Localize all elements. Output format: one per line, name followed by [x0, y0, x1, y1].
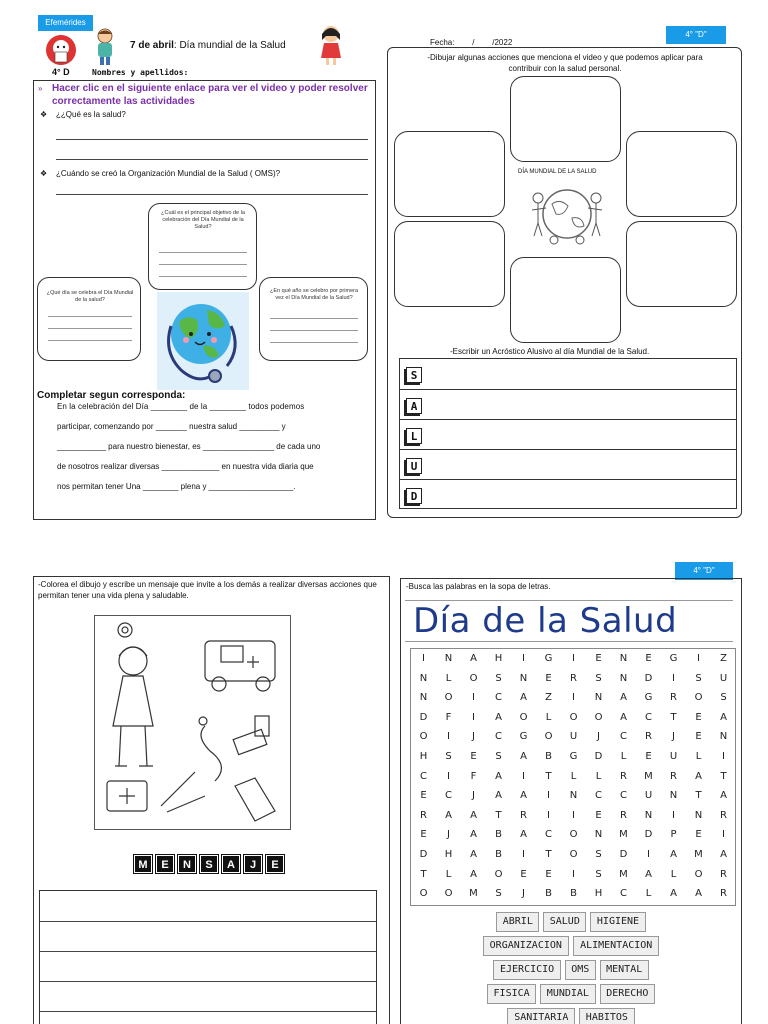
grid-cell[interactable]: E — [595, 809, 602, 821]
bubble-line[interactable] — [48, 328, 132, 329]
grid-cell[interactable]: A — [695, 888, 702, 900]
grid-cell[interactable]: N — [594, 692, 603, 704]
grid-cell[interactable]: E — [545, 672, 552, 684]
grid-cell[interactable]: E — [470, 751, 477, 762]
grid-cell[interactable]: N — [719, 731, 728, 743]
acrostic-table — [399, 358, 737, 509]
grid-cell[interactable]: I — [522, 849, 525, 860]
grid-cell[interactable]: N — [619, 653, 628, 664]
grid-cell[interactable]: T — [695, 790, 702, 802]
word-chip: SALUD — [543, 912, 586, 932]
grid-cell[interactable]: I — [447, 731, 450, 743]
medical-items-drawing — [95, 616, 290, 829]
word-chip: MUNDIAL — [540, 984, 595, 1004]
grid-cell[interactable]: E — [545, 868, 552, 880]
grid-cell[interactable]: N — [444, 653, 453, 664]
grid-cell[interactable]: I — [522, 653, 525, 664]
grid-cell[interactable]: O — [494, 868, 503, 880]
grid-cell[interactable]: N — [644, 809, 653, 821]
drawing-box-right-bottom[interactable] — [626, 221, 737, 307]
mensaje-letter: J — [244, 855, 262, 873]
word-chip: SANITARIA — [507, 1008, 575, 1024]
bubble-top-text: ¿Cuál es el principal objetivo de la celebración del Día Mundial de la Salud? — [161, 210, 245, 230]
grid-cell[interactable]: L — [620, 751, 627, 762]
grid-cell[interactable]: E — [595, 653, 602, 664]
grid-cell[interactable]: S — [720, 692, 727, 704]
grid-cell[interactable]: A — [645, 868, 652, 880]
grid-cell[interactable]: N — [519, 672, 528, 684]
names-label: Nombres y apellidos: — [92, 68, 189, 77]
grid-cell[interactable]: A — [670, 888, 677, 900]
grid-cell[interactable]: F — [445, 711, 452, 723]
grid-cell[interactable]: A — [520, 751, 527, 762]
grid-cell[interactable]: I — [572, 653, 575, 664]
grid-cell[interactable]: R — [620, 809, 627, 821]
grid-cell[interactable]: I — [422, 653, 425, 664]
grid-cell[interactable]: S — [595, 672, 602, 684]
bubble-left — [37, 277, 141, 361]
grid-cell[interactable]: P — [670, 829, 677, 841]
grid-cell[interactable]: C — [620, 731, 627, 743]
grid-cell[interactable]: A — [495, 711, 502, 723]
grid-cell[interactable]: A — [495, 770, 502, 782]
grid-cell[interactable]: A — [520, 829, 527, 841]
grid-cell[interactable]: I — [522, 770, 525, 782]
grid-cell[interactable]: U — [644, 790, 653, 802]
grid-cell[interactable]: G — [669, 653, 678, 664]
grid-cell[interactable]: T — [720, 770, 727, 782]
bubble-line[interactable] — [159, 252, 247, 253]
word-chip: FISICA — [487, 984, 536, 1004]
bubble-line[interactable] — [159, 264, 247, 265]
word-chip: HIGIENE — [590, 912, 645, 932]
grid-cell[interactable]: R — [520, 809, 527, 821]
grid-cell[interactable]: B — [495, 829, 502, 841]
grid-cell[interactable]: O — [694, 868, 703, 880]
grid-cell[interactable]: I — [572, 692, 575, 704]
grid-cell[interactable]: I — [722, 751, 725, 762]
grid-cell[interactable]: S — [495, 672, 502, 684]
grid-cell[interactable]: O — [519, 711, 528, 723]
grid-cell[interactable]: L — [570, 770, 577, 782]
grid-cell[interactable]: C — [495, 692, 502, 704]
grid-cell[interactable]: A — [720, 790, 727, 802]
grid-cell[interactable]: A — [720, 849, 727, 860]
grid-cell[interactable]: C — [595, 790, 602, 802]
diamond-bullet-icon: ❖ — [40, 110, 48, 119]
grid-cell[interactable]: S — [695, 672, 702, 684]
acrostic-instruction: -Escribir un Acróstico Alusivo al día Mundial de la Salud. — [450, 347, 650, 356]
grid-cell[interactable]: L — [695, 751, 702, 762]
answer-line-2[interactable] — [56, 194, 368, 195]
grid-cell[interactable]: A — [520, 790, 527, 802]
efemerides-tag: Efemérides — [38, 15, 93, 31]
bubble-left-text: ¿Qué día se celebra el Día Mundial de la salud? — [46, 290, 134, 303]
acrostic-letter: U — [406, 458, 422, 474]
grid-cell[interactable]: J — [447, 829, 450, 841]
grid-cell[interactable]: N — [669, 790, 678, 802]
grid-cell[interactable]: B — [545, 751, 552, 762]
grid-cell[interactable]: T — [670, 711, 677, 723]
video-link[interactable]: Hacer clic en el siguiente enlace para ver el video y poder resolver correctamente las actividades — [52, 83, 368, 107]
grid-cell[interactable]: H — [419, 751, 428, 762]
answer-line-1b[interactable] — [56, 159, 368, 160]
grid-cell[interactable]: I — [722, 829, 725, 841]
grid-cell[interactable]: I — [547, 790, 550, 802]
grid-cell[interactable]: O — [544, 731, 553, 743]
bubble-right — [259, 277, 368, 361]
color-instruction: -Colorea el dibujo y escribe un mensaje que invite a los demás a realizar diversas acciones que permitan tener una vida plena y saludable. — [38, 580, 377, 600]
grid-cell[interactable]: O — [419, 888, 428, 900]
grid-cell[interactable]: Z — [545, 692, 552, 704]
drawing-box-right-top[interactable] — [626, 131, 737, 217]
grid-cell[interactable]: L — [445, 868, 452, 880]
grid-cell[interactable]: O — [469, 672, 478, 684]
grid-cell[interactable]: D — [644, 829, 653, 841]
grid-cell[interactable]: L — [670, 868, 677, 880]
grade-tag-bottom: 4° "D" — [675, 562, 733, 580]
grid-cell[interactable]: O — [569, 829, 578, 841]
grid-cell[interactable]: A — [620, 711, 627, 723]
grid-cell[interactable]: C — [645, 711, 652, 723]
message-line[interactable] — [40, 981, 376, 982]
grid-cell[interactable]: C — [445, 790, 452, 802]
grade-tag-top: 4° "D" — [666, 26, 726, 44]
bubble-line[interactable] — [270, 330, 358, 331]
grid-cell[interactable]: R — [620, 770, 627, 782]
grid-cell[interactable]: I — [672, 672, 675, 684]
mensaje-letter: N — [178, 855, 196, 873]
date-rest: : Día mundial de la Salud — [173, 40, 286, 51]
grid-cell[interactable]: G — [544, 653, 553, 664]
grid-cell[interactable]: E — [645, 653, 652, 664]
center-label: DÍA MUNDIAL DE LA SALUD — [518, 169, 597, 175]
question-2: ¿Cuándo se creó la Organización Mundial de la Salud ( OMS)? — [56, 169, 281, 178]
grid-cell[interactable]: S — [445, 751, 452, 762]
acrostic-letter: D — [406, 488, 422, 504]
grid-cell[interactable]: A — [470, 849, 477, 860]
grid-cell[interactable]: A — [520, 692, 527, 704]
complete-line: de nosotros realizar diversas _____________ en nuestra vida diaria que — [57, 462, 314, 471]
grid-cell[interactable]: O — [569, 849, 578, 860]
grid-cell[interactable]: C — [620, 790, 627, 802]
doctor-boy-icon — [92, 27, 118, 67]
grid-cell[interactable]: M — [619, 868, 628, 880]
grid-cell[interactable]: I — [447, 770, 450, 782]
grid-cell[interactable]: R — [645, 731, 652, 743]
word-chip: EJERCICIO — [493, 960, 561, 980]
grid-cell[interactable]: G — [519, 731, 528, 743]
grid-cell[interactable]: L — [445, 672, 452, 684]
word-chip: HABITOS — [579, 1008, 634, 1024]
message-line[interactable] — [40, 1011, 376, 1012]
grid-cell[interactable]: L — [645, 888, 652, 900]
grid-cell[interactable]: R — [720, 809, 727, 821]
grid-cell[interactable]: O — [444, 692, 453, 704]
acrostic-letter: A — [406, 398, 422, 414]
grid-cell[interactable]: D — [594, 751, 603, 762]
complete-line: participar, comenzando por _______ nuestra salud _________ y — [57, 422, 286, 431]
grade-label: 4° D — [52, 67, 70, 77]
word-list — [400, 912, 742, 1024]
grid-cell[interactable]: I — [647, 849, 650, 860]
word-chip: MENTAL — [600, 960, 649, 980]
grid-cell[interactable]: A — [495, 790, 502, 802]
grid-cell[interactable]: A — [470, 829, 477, 841]
complete-line: En la celebración del Día ________ de la ________ todos podemos — [57, 402, 305, 411]
grid-cell[interactable]: D — [419, 849, 428, 860]
grid-cell[interactable]: E — [420, 829, 427, 841]
grid-cell[interactable]: N — [619, 672, 628, 684]
complete-line: ___________ para nuestro bienestar, es ________________ de cada uno — [57, 442, 321, 451]
grid-cell[interactable]: O — [419, 731, 428, 743]
mensaje-letter: E — [266, 855, 284, 873]
mensaje-letter: E — [156, 855, 174, 873]
grid-cell[interactable]: T — [495, 809, 502, 821]
acrostic-row[interactable] — [400, 419, 736, 450]
grid-cell[interactable]: A — [470, 653, 477, 664]
wordsearch-instruction: -Busca las palabras en la sopa de letras. — [406, 582, 551, 591]
bubble-line[interactable] — [270, 318, 358, 319]
grid-cell[interactable]: A — [620, 692, 627, 704]
globe-stethoscope-illustration — [157, 292, 249, 390]
question-1: ¿¿Qué es la salud? — [56, 110, 126, 119]
message-line[interactable] — [40, 921, 376, 922]
grid-cell[interactable]: A — [720, 711, 727, 723]
grid-cell[interactable]: H — [444, 849, 453, 860]
grid-cell[interactable]: O — [694, 692, 703, 704]
acrostic-row[interactable] — [400, 449, 736, 480]
bubble-line[interactable] — [270, 342, 358, 343]
grid-cell[interactable]: U — [719, 672, 728, 684]
grid-cell[interactable]: O — [569, 711, 578, 723]
grid-cell[interactable]: N — [419, 672, 428, 684]
school-mascot-icon — [44, 32, 78, 68]
grid-cell[interactable]: N — [594, 829, 603, 841]
grid-cell[interactable]: C — [495, 731, 502, 743]
mensaje-letter: S — [200, 855, 218, 873]
date-title — [130, 40, 286, 51]
drawing-box-left-top[interactable] — [394, 131, 505, 217]
grid-cell[interactable]: D — [644, 672, 653, 684]
acrostic-letter: L — [406, 428, 422, 444]
grid-cell[interactable]: T — [545, 770, 552, 782]
grid-cell[interactable]: J — [472, 790, 475, 802]
grid-cell[interactable]: A — [670, 849, 677, 860]
grid-cell[interactable]: R — [420, 809, 427, 821]
grid-cell[interactable]: M — [469, 888, 478, 900]
grid-cell[interactable]: I — [472, 711, 475, 723]
grid-cell[interactable]: O — [594, 711, 603, 723]
answer-line-1a[interactable] — [56, 139, 368, 140]
bubble-line[interactable] — [48, 340, 132, 341]
grid-cell[interactable]: A — [695, 770, 702, 782]
grid-cell[interactable]: H — [594, 888, 603, 900]
grid-cell[interactable]: O — [444, 888, 453, 900]
grid-cell[interactable]: N — [569, 790, 578, 802]
wordsearch-grid — [410, 648, 736, 906]
grid-cell[interactable]: B — [545, 888, 552, 900]
grid-cell[interactable]: L — [595, 770, 602, 782]
grid-cell[interactable]: I — [572, 809, 575, 821]
grid-cell[interactable]: S — [595, 868, 602, 880]
grid-cell[interactable]: G — [569, 751, 578, 762]
mensaje-letter: A — [222, 855, 240, 873]
grid-cell[interactable]: T — [420, 868, 427, 880]
grid-cell[interactable]: J — [472, 731, 475, 743]
grid-cell[interactable]: R — [670, 770, 677, 782]
medical-illustration — [94, 615, 291, 830]
word-chip: ORGANIZACION — [483, 936, 569, 956]
drawing-box-left-bottom[interactable] — [394, 221, 505, 307]
message-line[interactable] — [40, 951, 376, 952]
grid-cell[interactable]: M — [694, 849, 703, 860]
grid-cell[interactable]: S — [495, 888, 502, 900]
mensaje-letter: M — [134, 855, 152, 873]
diamond-bullet-icon: ❖ — [40, 169, 48, 178]
link-arrow-icon: » — [38, 84, 43, 93]
grid-cell[interactable]: E — [520, 868, 527, 880]
grid-cell[interactable]: Z — [720, 653, 727, 664]
date-bold: 7 de abril — [130, 40, 174, 51]
grid-cell[interactable]: J — [522, 888, 525, 900]
bubble-right-text: ¿En qué año se celebro por primera vez el Día Mundial de la Salud? — [269, 288, 359, 301]
girl-icon — [318, 24, 344, 66]
grid-cell[interactable]: H — [494, 653, 503, 664]
grid-cell[interactable]: E — [420, 790, 427, 802]
grid-cell[interactable]: M — [619, 829, 628, 841]
message-lines-box — [39, 890, 377, 1024]
grid-cell[interactable]: J — [672, 731, 675, 743]
grid-cell[interactable]: S — [495, 751, 502, 762]
bubble-top — [148, 203, 257, 290]
grid-cell[interactable]: G — [644, 692, 653, 704]
grid-cell[interactable]: U — [669, 751, 678, 762]
grid-cell[interactable]: N — [419, 692, 428, 704]
grid-cell[interactable]: C — [620, 888, 627, 900]
complete-title: Completar segun corresponda: — [37, 390, 186, 401]
grid-cell[interactable]: L — [545, 711, 552, 723]
grid-cell[interactable]: U — [569, 731, 578, 743]
grid-cell[interactable]: F — [470, 770, 477, 782]
grid-cell[interactable]: A — [470, 809, 477, 821]
grid-cell[interactable]: C — [545, 829, 552, 841]
drawing-box-bottom[interactable] — [510, 257, 621, 343]
grid-cell[interactable]: N — [694, 809, 703, 821]
grid-cell[interactable]: R — [720, 868, 727, 880]
drawing-instruction: -Dibujar algunas acciones que menciona el video y que podemos aplicar para contribuir con la salud personal. — [427, 53, 703, 73]
grid-cell[interactable]: T — [545, 849, 552, 860]
bubble-line[interactable] — [159, 276, 247, 277]
grid-cell[interactable]: C — [420, 770, 427, 782]
children-globe-illustration — [524, 178, 610, 252]
grid-cell[interactable]: A — [470, 868, 477, 880]
complete-line: nos permitan tener Una ________ plena y ___________________. — [57, 482, 296, 491]
grid-cell[interactable]: B — [570, 888, 577, 900]
grid-cell[interactable]: D — [419, 711, 428, 723]
grid-cell[interactable]: J — [597, 731, 600, 743]
word-chip: ALIMENTACION — [573, 936, 659, 956]
word-chip: ABRIL — [496, 912, 539, 932]
grid-cell[interactable]: B — [495, 849, 502, 860]
grid-cell[interactable]: I — [547, 809, 550, 821]
grid-cell[interactable]: I — [697, 653, 700, 664]
drawing-box-top[interactable] — [510, 76, 621, 162]
acrostic-letter: S — [406, 367, 422, 383]
grid-cell[interactable]: I — [572, 868, 575, 880]
grid-cell[interactable]: E — [695, 731, 702, 743]
grid-cell[interactable]: E — [695, 711, 702, 723]
grid-cell[interactable]: E — [645, 751, 652, 762]
bubble-line[interactable] — [48, 316, 132, 317]
acrostic-row[interactable] — [400, 389, 736, 420]
grid-cell[interactable]: R — [720, 888, 727, 900]
grid-cell[interactable]: M — [644, 770, 653, 782]
grid-cell[interactable]: E — [695, 829, 702, 841]
wordsearch-title: Día de la Salud — [413, 601, 678, 641]
word-chip: OMS — [565, 960, 596, 980]
grid-cell[interactable]: R — [570, 672, 577, 684]
word-chip: DERECHO — [600, 984, 655, 1004]
grid-cell[interactable]: D — [619, 849, 628, 860]
grid-cell[interactable]: R — [670, 692, 677, 704]
acrostic-row[interactable] — [400, 359, 736, 390]
grid-cell[interactable]: I — [672, 809, 675, 821]
grid-cell[interactable]: A — [445, 809, 452, 821]
grid-cell[interactable]: S — [595, 849, 602, 860]
fecha-label: Fecha: / /2022 — [430, 38, 513, 47]
acrostic-row[interactable] — [400, 479, 736, 510]
grid-cell[interactable]: I — [472, 692, 475, 704]
